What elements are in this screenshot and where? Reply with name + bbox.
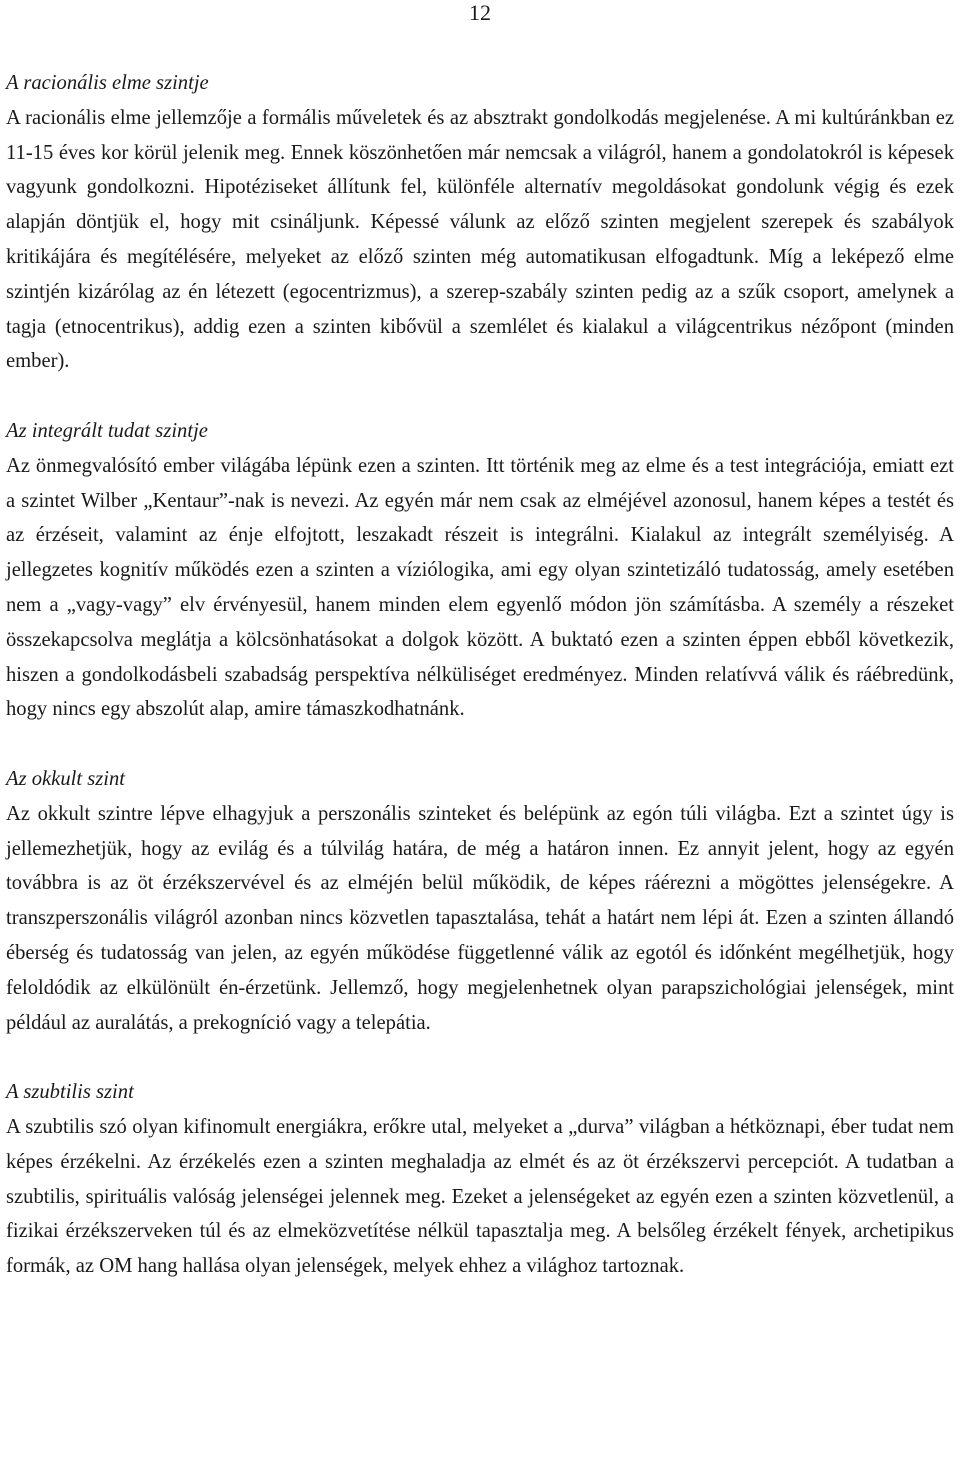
section-paragraph: Az okkult szintre lépve elhagyjuk a perszonális szinteket és belépünk az egón túli világba. Ezt a szintet úgy is jellemezhetjük, hogy az evilág és a túlvilág határa, de még a határon innen. Ez annyit jelent, hogy az egyén továbbra is az öt érzékszervével és az elméjén belül működik, de képes ráérezni a mögöttes jelenségekre. A transzperszonális világról azonban nincs közvetlen tapasztalása, tehát a határt nem lépi át. Ezen a szinten állandó éberség és tudatosság van jelen, az egyén működése függetlenné válik az egotól és időnként megélhetjük, hogy feloldódik az elkülönült én-érzetünk. Jellemző, hogy megjelenhetnek olyan parapszichológiai jelenségek, mint például az auralátás, a prekogníció vagy a telepátia. — [6, 802, 954, 1034]
section-title: Az okkult szint — [6, 767, 125, 790]
document-body — [6, 66, 954, 1319]
section-title: A racionális elme szintje — [6, 72, 209, 94]
section-paragraph: Az önmegvalósító ember világába lépünk ezen a szinten. Itt történik meg az elme és a test integrációja, emiatt ezt a szintet Wilber „Kentaur”-nak is nevezi. Az egyén már nem csak az elméjével azonosul, hanem képes a testét és az érzéseit, valamint az énje elfojtott, leszakadt részeit is integrálni. Kialakul az integrált személyiség. A jellegzetes kognitív működés ezen a szinten a víziólogika, ami egy olyan szintetizáló tudatosság, amely esetében nem a „vagy-vagy” elv érvényesül, hanem minden elem egyenlő módon jön számításba. A személy a részeket összekapcsolva meglátja a kölcsönhatásokat a dolgok között. A buktató ezen a szinten éppen ebből következik, hiszen a gondolkodásbeli szabadság perspektíva nélküliséget eredményez. Minden relatívvá válik és ráébredünk, hogy nincs egy abszolút alap, amire támaszkodhatnánk. — [6, 454, 954, 721]
section-title: A szubtilis szint — [6, 1081, 134, 1104]
section-integrated-consciousness — [6, 414, 954, 727]
section-rational-mind — [6, 66, 954, 379]
section-occult-level — [6, 762, 954, 1040]
section-subtle-level — [6, 1075, 954, 1284]
section-paragraph: A szubtilis szó olyan kifinomult energiákra, erőkre utal, melyeket a „durva” világban a hétköznapi, éber tudat nem képes érzékelni. Az érzékelés ezen a szinten meghaladja az elmét és az öt érzékszervi percepciót. A tudatban a szubtilis, spirituális valóság jelenségei jelennek meg. Ezeket a jelenségeket az egyén ezen a szinten közvetlenül, a fizikai érzékszerveken túl és az elmeközvetítése nélkül tapasztalja meg. A belsőleg érzékelt fények, archetipikus formák, az OM hang hallása olyan jelenségek, melyek ehhez a világhoz tartoznak. — [6, 1115, 954, 1278]
section-title: Az integrált tudat szintje — [6, 419, 208, 442]
section-paragraph: A racionális elme jellemzője a formális műveletek és az absztrakt gondolkodás megjelenése. A mi kultúránkban ez 11-15 éves kor körül jelenik meg. Ennek köszönhetően már nemcsak a világról, hanem a gondolatokról is képesek vagyunk gondolkozni. Hipotéziseket állítunk fel, különféle alternatív megoldásokat gondolunk végig és ezek alapján döntjük el, hogy mit csináljunk. Képessé válunk az előző szinten megjelent szerepek és szabályok kritikájára és megítélésére, melyeket az előző szinten még automatikusan elfogadtunk. Míg a leképező elme szintjén kizárólag az én létezett (egocentrizmus), a szerep-szabály szinten pedig az a szűk csoport, amelynek a tagja (etnocentrikus), addig ezen a szinten kibővül a szemlélet és kialakul a világcentrikus nézőpont (minden ember). — [6, 106, 954, 373]
page-number: 12 — [469, 0, 491, 25]
